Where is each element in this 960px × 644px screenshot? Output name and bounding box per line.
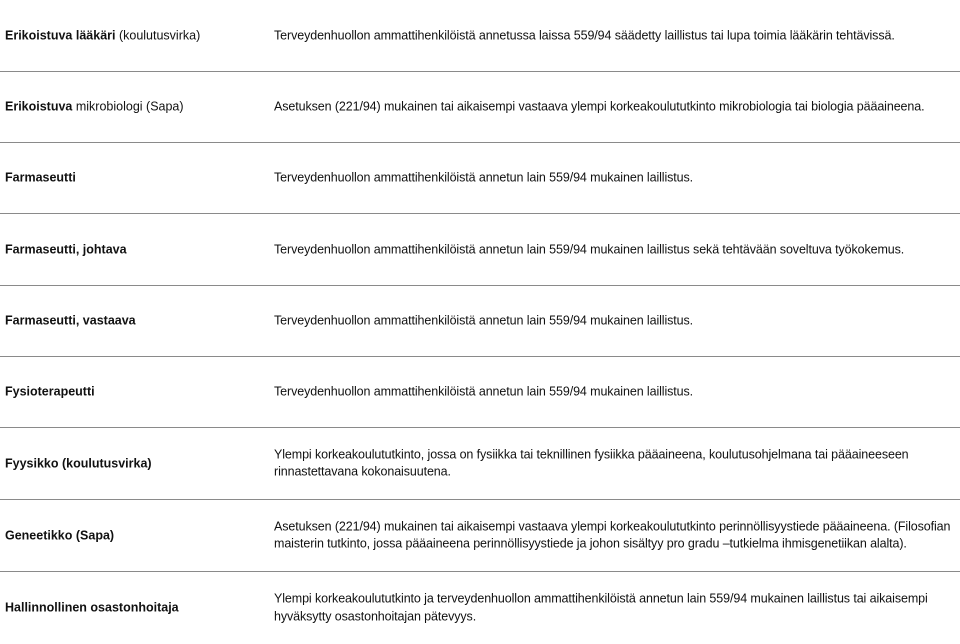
job-title-main: Farmaseutti, vastaava xyxy=(5,313,136,328)
job-title xyxy=(5,99,255,116)
qualification-description: Ylempi korkeakoulututkinto ja terveydenhuollon ammattihenkilöistä annetun lain 559/94 mukainen laillistus tai aikaisempi hyväksytty osastonhoitajan pätevyys. xyxy=(274,591,928,623)
table-row xyxy=(0,0,960,72)
table-row xyxy=(0,572,960,644)
job-title xyxy=(5,384,255,401)
table-row xyxy=(0,143,960,214)
job-title xyxy=(5,170,255,187)
qualification-description: Terveydenhuollon ammattihenkilöistä annetun lain 559/94 mukainen laillistus. xyxy=(274,170,694,185)
table-row xyxy=(0,357,960,428)
job-title-main: Erikoistuva lääkäri xyxy=(5,28,116,42)
qualification-description: Asetuksen (221/94) mukainen tai aikaisempi vastaava ylempi korkeakoulututkinto mikrobiologia tai biologia pääaineena. xyxy=(274,99,925,114)
job-title-main: Fysioterapeutti xyxy=(5,384,95,399)
job-title-main: Farmaseutti xyxy=(5,170,76,185)
job-title xyxy=(5,241,255,258)
job-title xyxy=(5,600,255,617)
job-title xyxy=(5,527,255,544)
qualification-description: Terveydenhuollon ammattihenkilöistä annetun lain 559/94 mukainen laillistus sekä tehtävään soveltuva työkokemus. xyxy=(274,241,905,256)
job-title-main: Geneetikko (Sapa) xyxy=(5,528,115,542)
job-title-main: Fyysikko (koulutusvirka) xyxy=(5,456,152,470)
table-row xyxy=(0,500,960,572)
job-title xyxy=(5,455,255,472)
qualification-description: Terveydenhuollon ammattihenkilöistä annetun lain 559/94 mukainen laillistus. xyxy=(274,313,694,328)
table-row xyxy=(0,72,960,143)
qualification-description: Ylempi korkeakoulututkinto, jossa on fysiikka tai teknillinen fysiikka pääaineena, koulutusohjelmana tai pääaineeseen rinnastettavana kokonaisuutena. xyxy=(274,447,909,479)
table-row xyxy=(0,286,960,357)
job-title xyxy=(5,313,255,330)
table-row xyxy=(0,214,960,286)
qualification-description: Asetuksen (221/94) mukainen tai aikaisempi vastaava ylempi korkeakoulututkinto perinnöllisyystiede pääaineena. (Filosofian maisterin tutkinto, jossa pääaineena perinnöllisyystiede ja johon sisältyy pro gradu –tutkielma ihmisgenetiikan alalta). xyxy=(274,519,951,551)
job-title-main: Farmaseutti, johtava xyxy=(5,242,127,256)
job-title-suffix: (koulutusvirka) xyxy=(115,28,201,42)
job-title-main: Hallinnollinen osastonhoitaja xyxy=(5,600,179,615)
qualification-description: Terveydenhuollon ammattihenkilöistä annetun lain 559/94 mukainen laillistus. xyxy=(274,384,694,399)
job-title-main: Erikoistuva xyxy=(5,99,73,114)
job-title-suffix: mikrobiologi (Sapa) xyxy=(72,99,184,114)
qualification-description: Terveydenhuollon ammattihenkilöistä annetussa laissa 559/94 säädetty laillistus tai lupa toimia lääkärin tehtävissä. xyxy=(274,27,895,42)
job-title xyxy=(5,27,255,44)
table-row xyxy=(0,428,960,500)
